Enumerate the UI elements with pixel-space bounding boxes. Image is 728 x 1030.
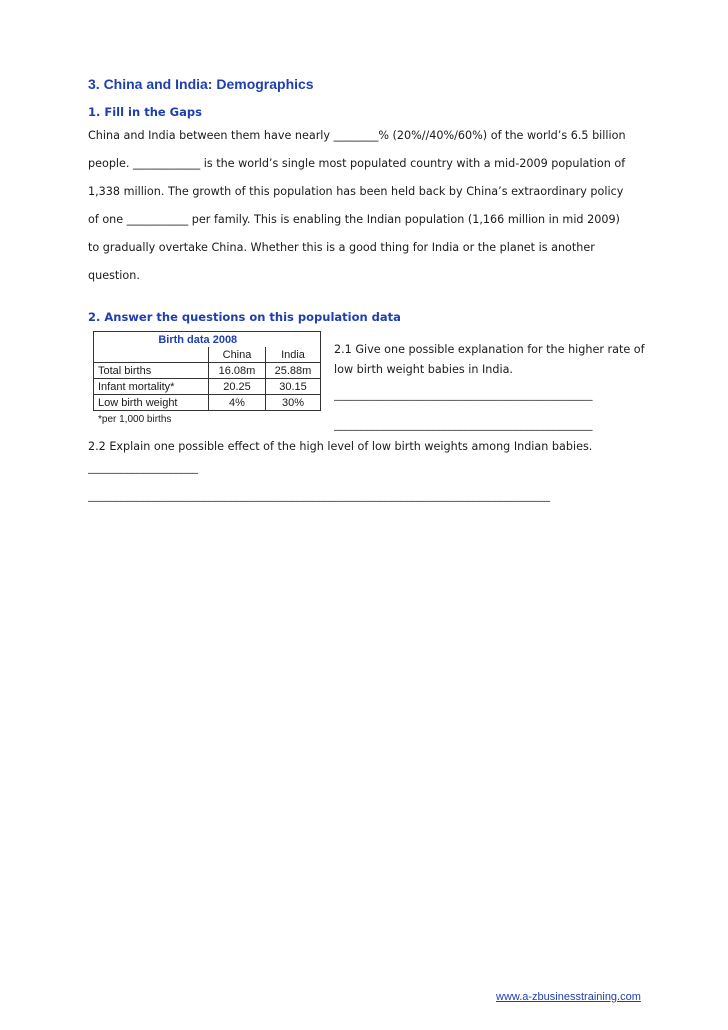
- paragraph-line: to gradually overtake China. Whether this is a good thing for India or the planet is another: [88, 241, 595, 254]
- table-row: Total births 16.08m 25.88m: [94, 363, 321, 379]
- table-header-india: India: [266, 347, 321, 363]
- paragraph-line: of one ___________ per family. This is enabling the Indian population (1,166 million in mid 2009): [88, 213, 620, 226]
- fill-gaps-paragraph: [88, 122, 678, 290]
- table-footnote: *per 1,000 births: [98, 414, 172, 425]
- paragraph-line: 1,338 million. The growth of this population has been held back by China’s extraordinary policy: [88, 185, 624, 198]
- table-caption: Birth data 2008: [94, 332, 266, 348]
- answer-line-2-2-b[interactable]: ____________________________________________________________________________________: [88, 489, 550, 502]
- question-text: 2.1 Give one possible explanation for the higher rate of: [334, 343, 645, 356]
- question-text: low birth weight babies in India.: [334, 363, 513, 376]
- question-2-2: 2.2 Explain one possible effect of the high level of low birth weights among Indian babies.: [88, 440, 593, 453]
- section-title: 3. China and India: Demographics: [88, 76, 314, 92]
- table-row: Infant mortality* 20.25 30.15: [94, 379, 321, 395]
- table-header-china: China: [209, 347, 266, 363]
- answer-line-2-1-b[interactable]: _______________________________________________: [334, 418, 593, 431]
- paragraph-line: people. ____________ is the world’s single most populated country with a mid-2009 population of: [88, 157, 626, 170]
- birth-data-table: [93, 331, 321, 411]
- answer-line-2-2-a[interactable]: ____________________: [88, 461, 198, 474]
- paragraph-line: question.: [88, 269, 140, 282]
- answer-line-2-1-a[interactable]: _______________________________________________: [334, 388, 593, 401]
- paragraph-line: China and India between them have nearly ________% (20%//40%/60%) of the world’s 6.5 billion: [88, 129, 626, 142]
- table-header-blank: [94, 347, 209, 363]
- part2-heading: 2. Answer the questions on this population data: [88, 310, 401, 324]
- part1-heading: 1. Fill in the Gaps: [88, 105, 202, 119]
- footer-link[interactable]: www.a-zbusinesstraining.com: [496, 991, 641, 1003]
- table-row: Low birth weight 4% 30%: [94, 395, 321, 411]
- question-2-1: [334, 340, 674, 380]
